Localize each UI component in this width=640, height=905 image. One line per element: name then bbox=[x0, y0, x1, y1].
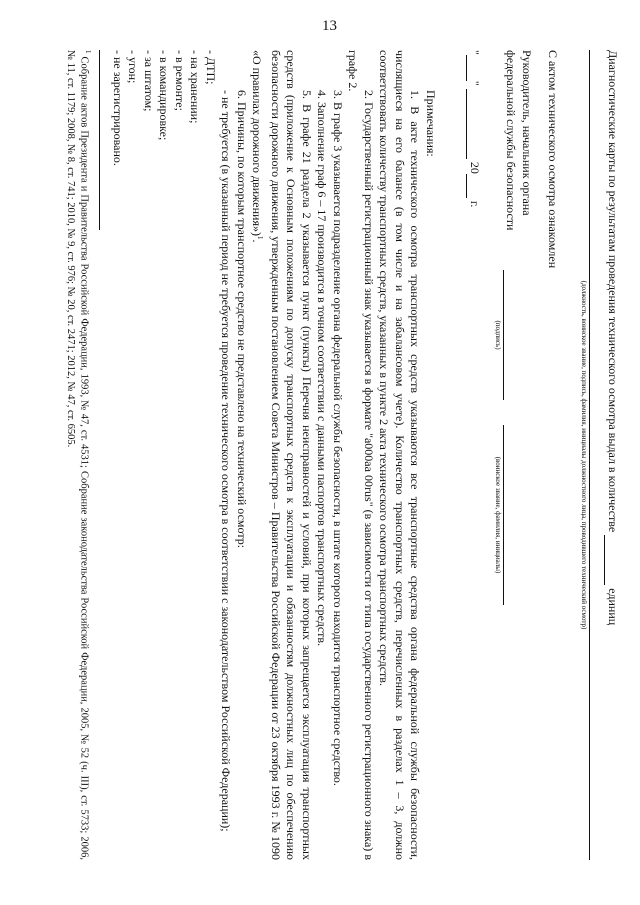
note-item-1: 1. В акте технического осмотра транспортных средств указываются все транспортные средства органа федеральной службы безопасности, числящиеся на его балансе (в том числе и на забалансовом учете). Количество транспортных средств, перечисленных в разделах 1 – 3, должно соответствовать количеству транспортных средств, указанных в пункте 2 акта технического осмотра транспортных средств. bbox=[377, 50, 423, 860]
signature-caption: (подпись) bbox=[494, 320, 502, 350]
footnote-marker: 1 bbox=[84, 50, 92, 54]
quantity-blank bbox=[605, 535, 606, 585]
reason-item: - не зарегистрировано. bbox=[111, 50, 125, 166]
day-blank bbox=[467, 55, 468, 81]
header-title: Диагностические карты по результатам проведения технического осмотра выдал в количестве bbox=[606, 50, 620, 533]
header-official-line bbox=[589, 50, 590, 860]
month-blank bbox=[467, 89, 468, 159]
notes-heading: Примечания: bbox=[424, 90, 438, 157]
reason-item: - в командировке; bbox=[157, 50, 172, 141]
footnote bbox=[65, 50, 95, 860]
reason-item: - на хранении; bbox=[188, 50, 203, 124]
note-item-4: 4. Заполнение граф 6 – 17 производится в точном соответствии с данными паспортов транспортных средств. bbox=[315, 90, 330, 647]
reason-item: - угон; bbox=[126, 50, 141, 84]
date-year-prefix: 20 bbox=[468, 161, 482, 174]
note-item-5-end: . bbox=[250, 239, 265, 243]
date-year-suffix: г. bbox=[468, 200, 482, 208]
footnote-ref: 1 bbox=[256, 235, 265, 240]
signature-line bbox=[503, 270, 504, 400]
rotated-page-content bbox=[40, 50, 620, 860]
note-item-3: 3. В графе 3 указывается подразделение органа федеральной службы безопасности, в штате которого находится транспортное средство. bbox=[331, 90, 345, 786]
note-item-5 bbox=[249, 50, 314, 860]
page-number: 13 bbox=[322, 18, 337, 34]
head-line: Руководитель, начальник органа bbox=[520, 50, 534, 216]
signature-block bbox=[450, 50, 560, 860]
reason-item: - за штатом; bbox=[142, 50, 156, 112]
year-blank bbox=[467, 174, 468, 198]
header-unit: единиц bbox=[606, 588, 620, 626]
header-official-caption: (должность, воинское звание, подпись, фамилия, инициалы должностного лица, проводившего технический осмотр) bbox=[580, 280, 588, 630]
reason-item: - в ремонте; bbox=[173, 50, 187, 111]
date-quote-close: " bbox=[468, 80, 482, 86]
date-quote-open: " bbox=[468, 50, 482, 55]
fsb-line: федеральной службы безопасности bbox=[504, 50, 518, 231]
name-caption: (воинское звание, фамилия, инициалы) bbox=[494, 456, 502, 574]
date-line bbox=[467, 50, 483, 207]
note-item-2: 2. Государственный регистрационный знак указывается в формате "а000аа 00rus" (в зависимости от типа государственного регистрационного знака) в графе 2. bbox=[346, 50, 376, 860]
footnote-separator bbox=[99, 50, 100, 230]
notes-section bbox=[110, 50, 439, 860]
reason-item: - ДТП; bbox=[204, 50, 218, 85]
reason-item: - не требуется (в указанный период не требуется проведение технического осмотра в соответствии с законодательством Российской Федерации); bbox=[219, 90, 234, 832]
header-line bbox=[605, 50, 621, 625]
note-item-5-text: 5. В графе 21 раздела 2 указывается пункт (пункты) Перечня неисправностей и условий, при которых запрещается эксплуатация транспортных средств (приложение к Основным положениям по допуску транспортных средств к эксплуатации и обязанностям должностных лиц по обеспечению безопасности дорожного движения, утвержденным постановлением Совета Министров – Правительства Российской Федерации от 23 октября 1993 г. № 1090 «О правилах дорожного движения») bbox=[250, 50, 314, 860]
footnote-text: Собрание актов Президента и Правительства Российской Федерации, 1993, № 47, ст. 4531; Собрание законодательства Российской Федерации, 2005, № 52 (ч. III), ст. 5733; 2006, № 11, ст. 1179; 2008, № 8, ст. 741; 2010, № 9, ст. 976; № 20, ст. 2471; 2012, № 47, ст. 6505. bbox=[65, 50, 90, 860]
ack-line: С актом технического осмотра ознакомлен bbox=[546, 50, 560, 269]
note-item-6: 6. Причины, по которым транспортное средство не представлено на технический осмотр: bbox=[235, 90, 249, 549]
name-line bbox=[503, 425, 504, 605]
